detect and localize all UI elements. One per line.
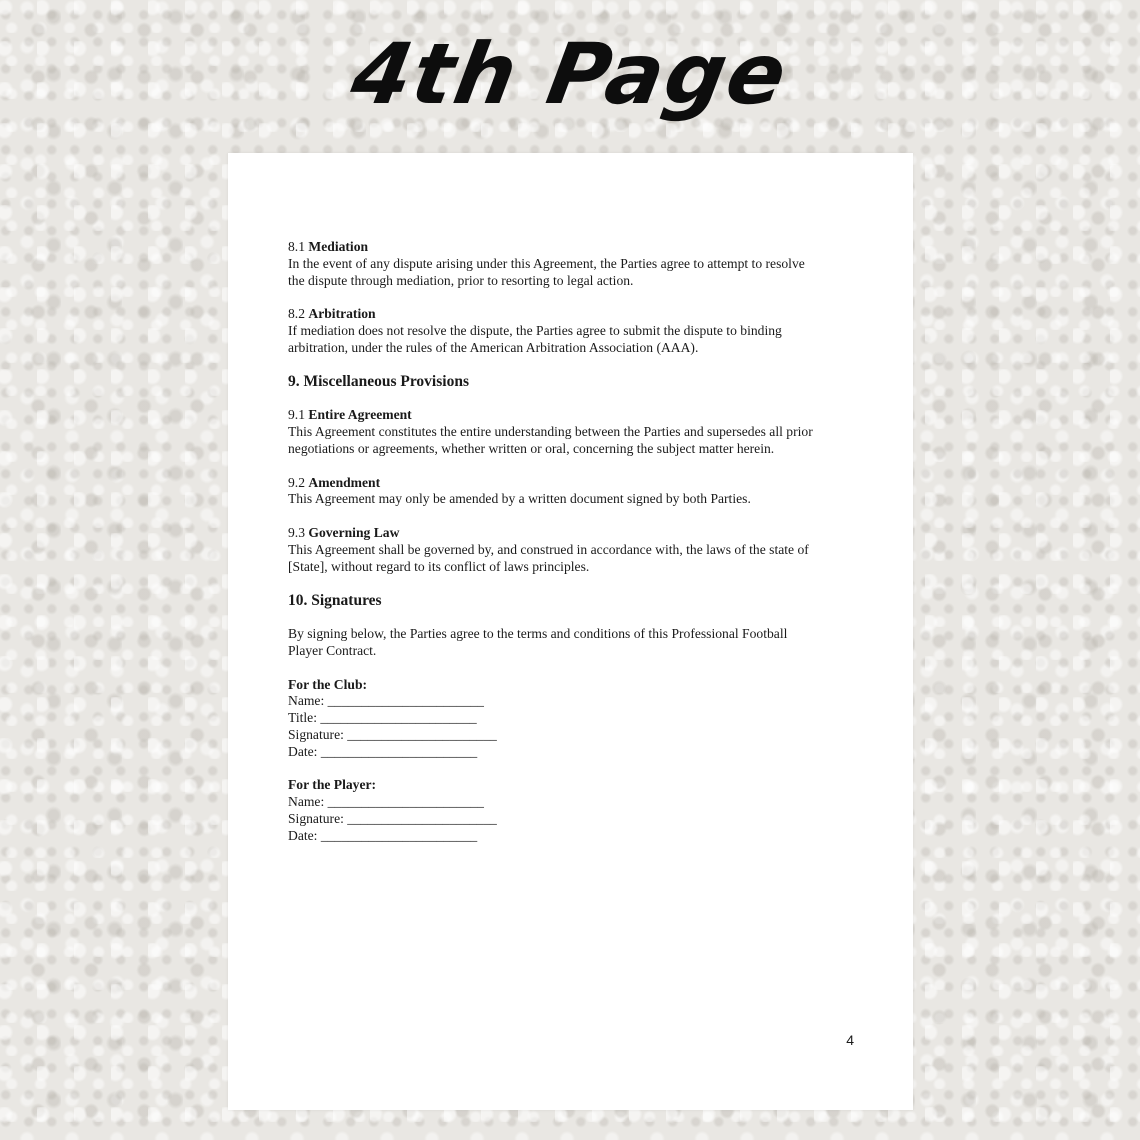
section-9-1-line: negotiations or agreements, whether written or oral, concerning the subject matter herein. (288, 440, 775, 456)
section-9-1-title: Entire Agreement (308, 407, 412, 423)
player-heading: For the Player: (288, 777, 377, 793)
section-10-heading: 10. Signatures (288, 592, 382, 610)
club-heading: For the Club: (288, 676, 368, 692)
signatures-intro (288, 626, 868, 660)
signatures-intro-line: By signing below, the Parties agree to the terms and conditions of this Professional Football (288, 626, 788, 642)
section-9-2-line: This Agreement may only be amended by a written document signed by both Parties. (288, 491, 751, 507)
section-9-2-heading: 9.2 Amendment (288, 474, 381, 490)
section-9-3 (288, 525, 868, 575)
section-9-heading: 9. Miscellaneous Provisions (288, 373, 469, 391)
banner-title: 4th Page (344, 25, 796, 123)
section-8-2-title: Arbitration (308, 306, 376, 322)
player-name-field: Name: _______________________ (288, 794, 484, 810)
section-8-2-line: arbitration, under the rules of the American Arbitration Association (AAA). (288, 339, 699, 355)
page-number: 4 (846, 1032, 854, 1048)
player-date-field: Date: _______________________ (288, 827, 478, 843)
section-8-1-line: the dispute through mediation, prior to resorting to legal action. (288, 272, 634, 288)
section-9-2-title: Amendment (308, 474, 381, 490)
club-name-field: Name: _______________________ (288, 693, 484, 709)
section-8-1 (288, 239, 868, 289)
section-8-2-heading: 8.2 Arbitration (288, 306, 376, 322)
document-content (288, 239, 868, 861)
section-8-1-line: In the event of any dispute arising under this Agreement, the Parties agree to attempt to resolve (288, 255, 805, 271)
club-title-field: Title: _______________________ (288, 710, 477, 726)
section-9-2 (288, 475, 868, 509)
section-9-3-line: [State], without regard to its conflict of laws principles. (288, 558, 590, 574)
player-signature-field: Signature: ______________________ (288, 810, 497, 826)
section-8-2-line: If mediation does not resolve the dispute, the Parties agree to submit the dispute to binding (288, 322, 782, 338)
player-signature-block (288, 777, 868, 844)
section-9-3-line: This Agreement shall be governed by, and construed in accordance with, the laws of the state of (288, 541, 809, 557)
club-date-field: Date: _______________________ (288, 743, 478, 759)
section-9-1 (288, 407, 868, 457)
section-8-1-title: Mediation (308, 239, 369, 254)
section-9-1-heading: 9.1 Entire Agreement (288, 407, 412, 423)
club-signature-block (288, 677, 868, 761)
section-9-3-heading: 9.3 Governing Law (288, 524, 400, 540)
section-8-2 (288, 306, 868, 356)
section-9-3-title: Governing Law (308, 524, 400, 540)
signatures-intro-line: Player Contract. (288, 642, 377, 658)
club-signature-field: Signature: ______________________ (288, 726, 497, 742)
section-9-1-line: This Agreement constitutes the entire understanding between the Parties and supersedes all prior (288, 424, 813, 440)
document-page (228, 153, 913, 1110)
section-8-1-heading: 8.1 Mediation (288, 239, 369, 254)
